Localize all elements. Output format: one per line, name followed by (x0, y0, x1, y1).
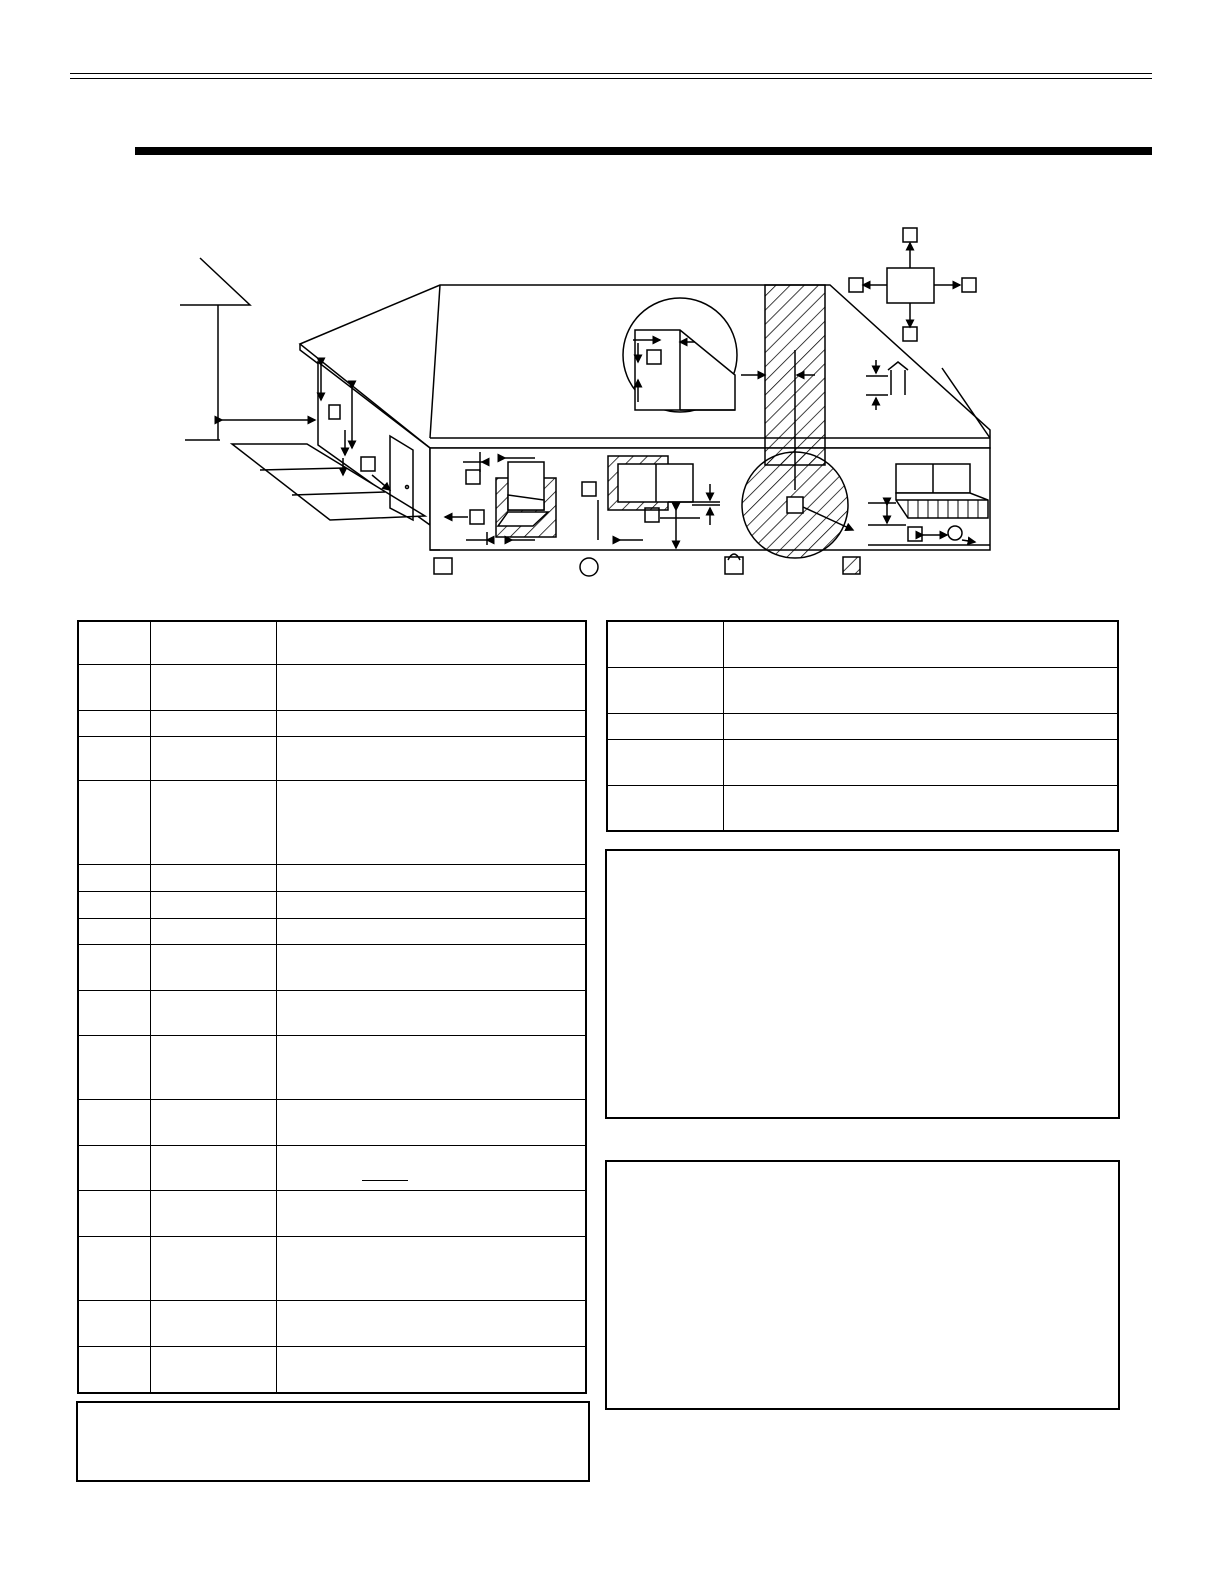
legend-row (607, 739, 1118, 785)
table-row (78, 944, 586, 990)
table-row (78, 1191, 586, 1237)
venting-clearance-diagram (0, 0, 1225, 600)
table-row (78, 710, 586, 736)
marker-square-east (962, 278, 976, 292)
table-row (78, 1237, 586, 1301)
marker-square-top (903, 228, 917, 242)
table-row (78, 664, 586, 710)
marker-square-west (849, 278, 863, 292)
note-box-left (76, 1401, 590, 1482)
legend-row (607, 713, 1118, 739)
table-row (78, 1035, 586, 1099)
table-row (78, 864, 586, 891)
note-box-right-lower (605, 1160, 1120, 1410)
adjacent-building-roof (180, 258, 250, 305)
legend-circle-icon (580, 558, 598, 576)
table-row (78, 736, 586, 780)
table-row (78, 891, 586, 918)
legend-square-icon (434, 558, 452, 574)
vent-terminal-box (887, 268, 934, 303)
legend-header-row (607, 621, 1118, 667)
table-row (78, 1347, 586, 1393)
legend-table (606, 620, 1119, 832)
clearance-table (77, 620, 587, 1394)
table-row (78, 1100, 586, 1146)
underline-mark (362, 1180, 408, 1181)
table-row (78, 1146, 586, 1191)
table-row (78, 990, 586, 1035)
marker-lock-detail (787, 497, 803, 513)
table-row (78, 918, 586, 944)
table-header-row (78, 621, 586, 664)
legend-row (607, 667, 1118, 713)
legend-row (607, 785, 1118, 831)
note-box-right-upper (605, 849, 1120, 1119)
table-row (78, 1301, 586, 1347)
marker-square-bottom (903, 327, 917, 341)
table-row (78, 780, 586, 864)
legend-hatched-icon (843, 557, 860, 574)
